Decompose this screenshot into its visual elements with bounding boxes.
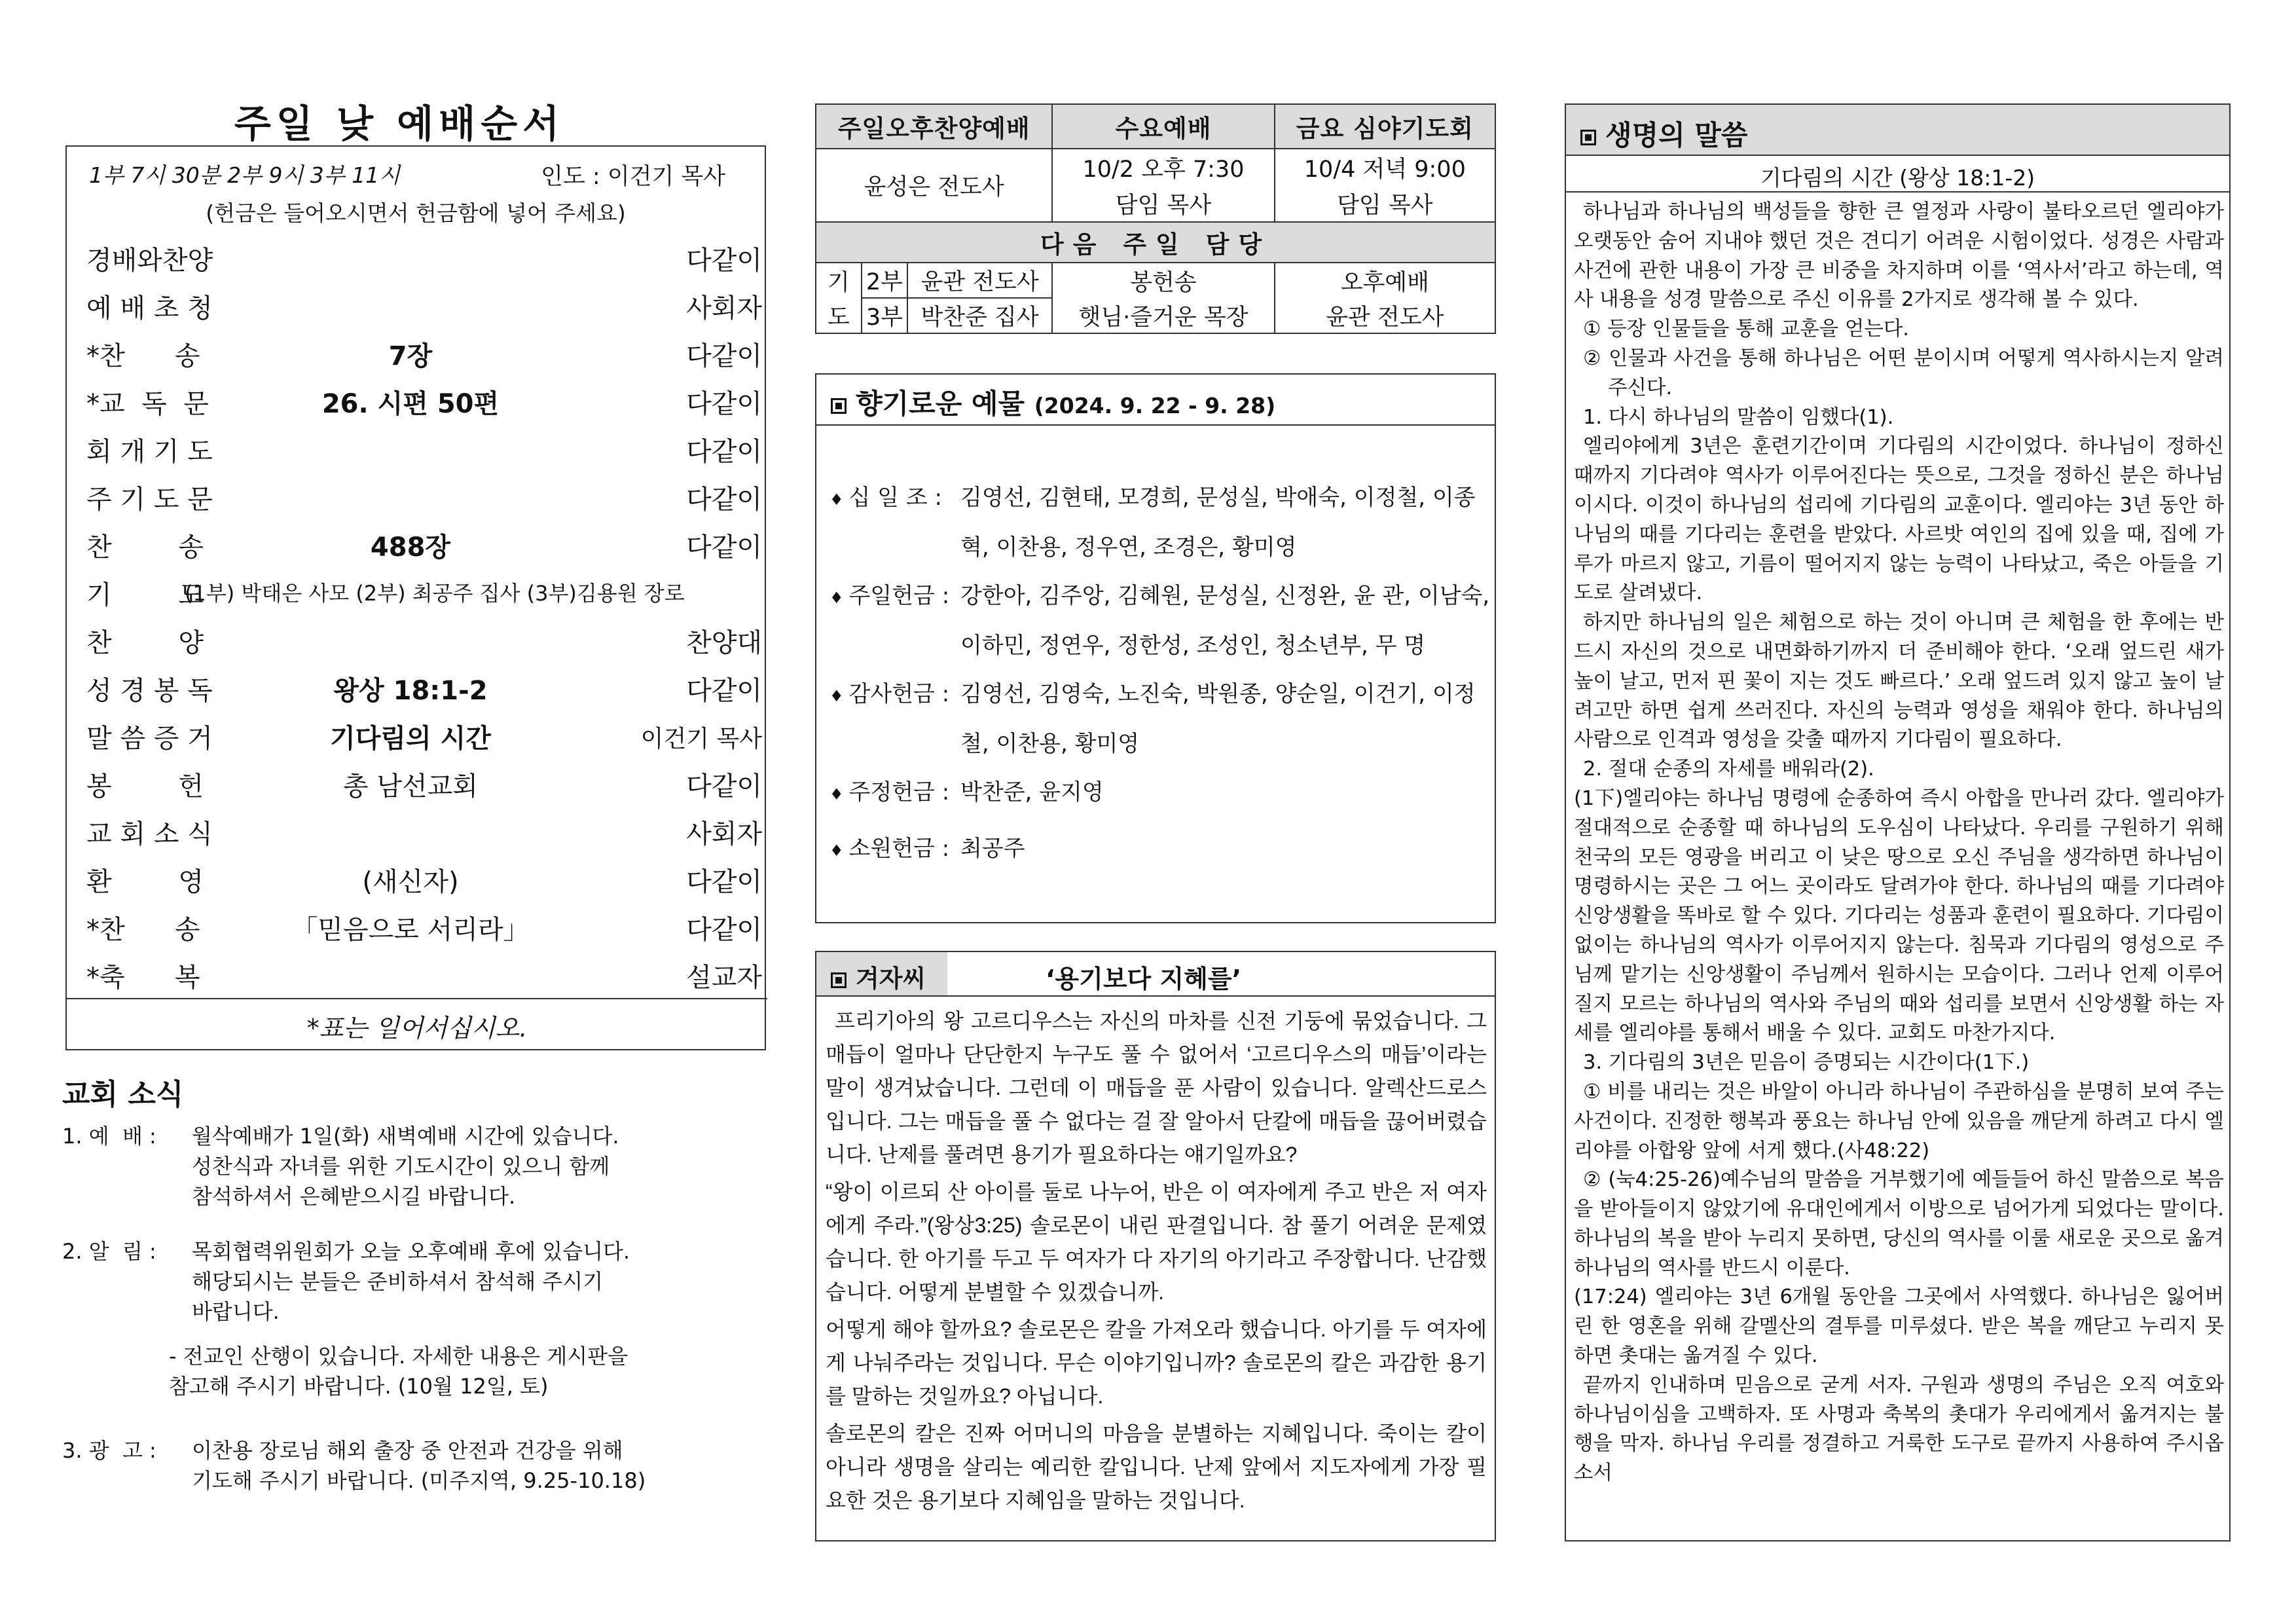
sunday-afternoon-leader: 윤성은 전도사	[816, 149, 1052, 222]
news-label: 2. 알 림 :	[62, 1239, 156, 1264]
order-content: 왕상 18:1-2	[333, 676, 488, 706]
word-divider	[1566, 191, 2229, 193]
diamond-icon: ♦	[829, 490, 844, 509]
square-bullet-icon	[831, 972, 847, 988]
order-who: 이건기 목사	[640, 726, 762, 752]
order-row	[67, 670, 767, 716]
offering-note: (헌금은 들어오시면서 헌금함에 넣어 주세요)	[206, 200, 626, 226]
sermon-paragraph: 끝까지 인내하며 믿음으로 굳게 서자. 구원과 생명의 주님은 오직 여호와 하나님이심을 고백하자. 또 사명과 축복의 촛대가 우리에게서 옮겨지는 불행을 막자. 하나님 우리를 정결하고 거룩한 도구로 끝까지 사용하여 주시옵소서	[1574, 1373, 2224, 1485]
order-item: 기 도	[86, 580, 204, 610]
order-content: 26. 시편 50편	[321, 389, 500, 419]
prayer-label: 기	[816, 263, 862, 298]
diamond-icon: ♦	[829, 841, 844, 860]
order-who: 다같이	[686, 676, 762, 706]
mustard-label	[831, 959, 926, 994]
offering-date: (2024. 9. 22 - 9. 28)	[1034, 393, 1276, 418]
sermon-paragraph: 하지만 하나님의 일은 체험으로 하는 것이 아니며 큰 체험을 한 후에는 반드시 자신의 것으로 내면화하기까지 더 준비해야 한다. ‘오래 엎드린 새가 높이 날고, 먼저 핀 꽃이 지는 것도 빠르다.’ 오래 엎드려 있지 않고 높이 날려고만 하면 쉽게 쓰러진다. 자신의 능력과 영성을 채워야 한다. 하나님의 사람으로 인격과 영성을 갖출 때까지 기다림이 필요하다.	[1574, 611, 2224, 752]
order-row	[67, 766, 767, 811]
order-who: 다같이	[686, 246, 762, 276]
order-row	[67, 383, 767, 429]
news-subnote: - 전교인 산행이 있습니다. 자세한 내용은 게시판을 참고해 주시기 바랍니다. (10월 12일, 토)	[169, 1344, 628, 1399]
order-row	[67, 479, 767, 525]
mustard-paragraph: “왕이 이르되 산 아이를 둘로 나누어, 반은 이 여자에게 주고 반은 저 여자에게 주라.”(왕상3:25) 솔로몬이 내린 판결입니다. 참 풀기 어려운 문제였습니다. 한 아기를 두고 두 여자가 다 자기의 아기라고 주장합니다. 난감했습니다. 어떻게 분별할 수 있겠습니까.	[826, 1180, 1487, 1304]
order-item: 봉 헌	[86, 771, 204, 802]
mustard-paragraph: 프리기아의 왕 고르디우스는 자신의 마차를 신전 기둥에 묶었습니다. 그 매듭이 얼마나 단단한지 누구도 풀 수 없어서 ‘고르디우스의 매듭’이라는 말이 생겨났습니다. 그런데 이 매듭을 푼 사람이 있습니다. 알렉산드로스입니다. 그는 매듭을 풀 수 없다는 걸 잘 알아서 단칼에 매듭을 끊어버렸습니다. 난제를 풀려면 용기가 필요하다는 얘기일까요?	[826, 1009, 1487, 1166]
offering-song-title: 봉헌송	[1052, 263, 1274, 298]
order-row-prayer	[67, 574, 767, 620]
order-content: 「믿음으로 서리라」	[291, 915, 530, 945]
order-content: 7장	[388, 341, 433, 371]
friday-time: 10/4 저녁 9:00	[1275, 149, 1495, 185]
sermon-heading: 2. 절대 순종의 자세를 배워라(2).	[1583, 758, 1874, 781]
wednesday-time: 10/2 오후 7:30	[1052, 149, 1274, 185]
sermon-title: 기다림의 시간	[330, 724, 491, 754]
order-row	[67, 431, 767, 477]
evening-name: 윤관 전도사	[1275, 298, 1495, 333]
diamond-icon: ♦	[829, 785, 844, 803]
part-name: 박찬준 집사	[907, 298, 1053, 333]
order-item: 경배와찬양	[86, 246, 213, 276]
evening-title: 오후예배	[1275, 263, 1495, 298]
order-row	[67, 622, 767, 668]
order-item: 찬 송	[86, 532, 204, 563]
offering-label-text: 주정헌금 :	[848, 779, 950, 805]
order-item: 주 기 도 문	[86, 485, 213, 515]
order-who: 다같이	[686, 341, 762, 371]
order-item: 교 회 소 식	[86, 819, 213, 849]
order-who: 다같이	[686, 867, 762, 897]
prayer-label: 도	[816, 298, 862, 333]
word-title	[1580, 114, 1747, 153]
sermon-paragraph: ① 등장 인물들을 통해 교훈을 얻는다.	[1583, 318, 1909, 341]
order-who: 다같이	[686, 437, 762, 467]
wednesday-leader: 담임 목사	[1052, 185, 1274, 222]
mustard-paragraph: 솔로몬의 칼은 진짜 어머니의 마음을 분별하는 지혜입니다. 죽이는 칼이 아니라 생명을 살리는 예리한 칼입니다. 난제 앞에서 지도자에게 가장 필요한 것은 용기보다 지혜임을 말하는 것입니다.	[826, 1422, 1487, 1512]
offering-label	[829, 669, 949, 721]
order-item: 찬 양	[86, 628, 204, 658]
order-content: 488장	[370, 532, 451, 563]
order-item: *찬 송	[86, 915, 200, 945]
order-row	[67, 240, 767, 286]
church-news-title: 교회 소식	[62, 1078, 184, 1111]
order-who: 다같이	[686, 485, 762, 515]
order-who: 다같이	[686, 389, 762, 419]
mustard-seed-box	[815, 951, 1496, 1541]
mustard-body	[826, 1005, 1487, 1521]
order-item: *교 독 문	[86, 389, 209, 419]
news-label: 3. 광 고 :	[62, 1438, 156, 1463]
order-row	[67, 957, 767, 1003]
sermon-paragraph: ② (눅4:25-26)예수님의 말씀을 거부했기에 예들들어 하신 말씀으로 복음을 받아들이지 않았기에 유대인에게서 이방으로 넘어가게 되었다는 말이다. 하나님의 복을 받아 누리지 못하면, 당신의 역사를 이룰 새로운 곳으로 옮겨 하나님의 역사를 반드시 이룬다.	[1574, 1168, 2224, 1280]
offering-label	[829, 473, 942, 525]
offering-label-text: 십 일 조 :	[848, 485, 942, 511]
service-times: 1부 7시 30분 2부 9시 3부 11시	[89, 162, 401, 188]
offering-label	[829, 767, 949, 819]
diamond-icon: ♦	[829, 687, 844, 705]
order-who: 다같이	[686, 915, 762, 945]
offering-box	[815, 373, 1496, 923]
svc-header: 주일오후찬양예배	[816, 104, 1052, 149]
word-of-life-box	[1565, 103, 2231, 1541]
offering-names: 최공주	[960, 836, 1025, 862]
order-row	[67, 718, 767, 764]
worship-order-title: 주일 낮 예배순서	[234, 101, 565, 146]
sermon-subtitle: 기다림의 시간 (왕상 18:1-2)	[1760, 165, 2035, 191]
order-who: 다같이	[686, 771, 762, 802]
prayer-leaders: (1부) 박태은 사모 (2부) 최공주 집사 (3부)김용원 장로	[185, 581, 685, 606]
order-row	[67, 909, 767, 955]
svc-header: 금요 심야기도회	[1275, 104, 1495, 149]
order-content: (새신자)	[362, 867, 459, 897]
order-item: 환 영	[86, 867, 204, 897]
offering-names: 김영선, 김현태, 모경희, 문성실, 박애숙, 이정철, 이종혁, 이찬용, 정우연, 조경은, 황미영	[960, 485, 1476, 561]
offering-names: 강한아, 김주앙, 김혜원, 문성실, 신정완, 윤 관, 이남숙, 이하민, 정연우, 정한성, 조성인, 청소년부, 무 명	[960, 583, 1490, 659]
mustard-paragraph: 어떻게 해야 할까요? 솔로몬은 칼을 가져오라 했습니다. 아기를 두 여자에게 나눠주라는 것입니다. 무슨 이야기입니까? 솔로몬의 칼은 과감한 용기를 말하는 것일까요? 아닙니다.	[826, 1318, 1487, 1408]
offering-title-text: 향기로운 예물	[856, 388, 1025, 420]
sermon-paragraph: (17:24) 엘리야는 3년 6개월 동안을 그곳에서 사역했다. 하나님은 잃어버린 한 영혼을 위해 갈멜산의 결투를 미루셨다. 받은 복을 깨닫고 누리지 못하면 촛대는 옮겨질 수 있다.	[1574, 1285, 2224, 1368]
word-header	[1566, 105, 2229, 156]
diamond-icon: ♦	[829, 589, 844, 607]
order-row	[67, 335, 767, 381]
news-label: 1. 예 배 :	[62, 1124, 156, 1149]
order-item: 예 배 초 청	[86, 293, 213, 323]
news-text: 목회협력위원회가 오늘 오후예배 후에 있습니다. 해당되시는 분들은 준비하셔서 참석해 주시기 바랍니다.	[192, 1239, 630, 1324]
order-row	[67, 526, 767, 572]
stand-note: *표는 일어서십시오.	[306, 1014, 528, 1043]
part-label: 2부	[862, 263, 907, 298]
square-bullet-icon	[1580, 130, 1596, 145]
news-text: 월삭예배가 1일(화) 새벽예배 시간에 있습니다. 성찬식과 자녀를 위한 기도시간이 있으니 함께 참석하셔서 은혜받으시길 바랍니다.	[192, 1124, 619, 1209]
offering-names: 김영선, 김영숙, 노진숙, 박원종, 양순일, 이건기, 이정철, 이찬용, 황미영	[960, 681, 1476, 757]
part-label: 3부	[862, 298, 907, 333]
mustard-header	[816, 952, 1495, 997]
order-who: 사회자	[686, 293, 762, 323]
part-name: 윤관 전도사	[907, 263, 1053, 298]
services-table	[815, 103, 1496, 334]
sermon-paragraph: ① 비를 내리는 것은 바알이 아니라 하나님이 주관하심을 분명히 보여 주는 사건이다. 진정한 행복과 풍요는 하나님 안에 있음을 깨닫게 하려고 다시 엘리야를 아합왕 앞에 서게 했다.(사48:22)	[1574, 1080, 2224, 1162]
svc-header: 수요예배	[1052, 104, 1274, 149]
sermon-paragraph: ② 인물과 사건을 통해 하나님은 어떤 분이시며 어떻게 역사하시는지 알려주신다.	[1583, 346, 2224, 399]
offering-song-name: 햇님·즐거운 목장	[1052, 298, 1274, 333]
order-row	[67, 861, 767, 907]
offering-label-text: 소원헌금 :	[848, 836, 950, 862]
offering-title	[831, 382, 1275, 422]
order-divider	[67, 998, 767, 999]
order-item: *찬 송	[86, 341, 200, 371]
square-bullet-icon	[831, 398, 847, 414]
sermon-paragraph: 하나님과 하나님의 백성들을 향한 큰 열정과 사랑이 불타오르던 엘리야가 오랫동안 숨어 지내야 했던 것은 견디기 어려운 시험이었다. 성경은 사람과 사건에 관한 내용이 가장 큰 비중을 차지하며 이를 ‘역사서’라고 하는데, 역사 내용을 성경 말씀으로 주신 이유를 2가지로 생각해 볼 수 있다.	[1574, 200, 2224, 312]
offering-header	[816, 375, 1495, 426]
offering-label-text: 감사헌금 :	[848, 681, 950, 707]
sermon-heading: 1. 다시 하나님의 말씀이 임했다(1).	[1583, 405, 1894, 429]
offering-names: 박찬준, 윤지영	[960, 779, 1104, 805]
sermon-heading: 3. 기다림의 3년은 믿음이 증명되는 시간이다(1下.)	[1583, 1051, 2030, 1075]
order-who: 사회자	[686, 819, 762, 849]
order-row	[67, 813, 767, 859]
sermon-paragraph: 엘리야에게 3년은 훈련기간이며 기다림의 시간이었다. 하나님이 정하신 때까지 기다려야 역사가 이루어진다는 뜻으로, 그것을 정하신 분은 하나님이시다. 이것이 하나님의 섭리에 기다림의 교훈이다. 엘리야는 3년 동안 하나님의 때를 기다리는 훈련을 받았다. 사르밧 여인의 집에 있을 때, 집에 가루가 마르지 않고, 기름이 떨어지지 않는 능력이 나타났고, 죽은 아들을 기도로 살려냈다.	[1574, 435, 2224, 605]
order-row	[67, 287, 767, 333]
word-title-text: 생명의 말씀	[1605, 119, 1748, 151]
sermon-paragraph: (1下)엘리야는 하나님 명령에 순종하여 즉시 아합을 만나러 갔다. 엘리야가 절대적으로 순종할 때 하나님의 도우심이 나타났다. 우리를 구원하기 위해 천국의 모든 영광을 버리고 이 낮은 땅으로 오신 주님을 생각하면 하나님이 명령하시는 곳은 그 어느 곳이라도 달려가야 한다. 하나님의 때를 기다려야 신앙생활을 똑바로 할 수 있다. 기다리는 성품과 훈련이 필요하다. 기다림이 없이는 하나님의 역사가 이루어지지 않는다. 침묵과 기다림의 영성으로 주님께 맡기는 신앙생활이 주님께서 원하시는 모습이다. 그러나 언제 이루어질지 모르는 하나님의 역사와 주님의 때와 섭리를 보면서 신앙생활 하는 자세를 엘리야를 통해서 배울 수 있다. 교회도 마찬가지다.	[1574, 786, 2224, 1045]
news-text: 이찬용 장로님 해외 출장 중 안전과 건강을 위해 기도해 주시기 바랍니다. (미주지역, 9.25-10.18)	[192, 1438, 646, 1493]
offering-label-text: 주일헌금 :	[848, 583, 950, 609]
offering-label	[829, 824, 949, 876]
order-item: *축 복	[86, 963, 200, 993]
mustard-label-text: 겨자씨	[856, 965, 926, 993]
order-item: 성 경 봉 독	[86, 676, 213, 706]
order-content: 총 남선교회	[343, 771, 478, 802]
service-leader: 인도 : 이건기 목사	[541, 164, 725, 190]
order-who: 찬양대	[686, 628, 762, 658]
order-item: 회 개 기 도	[86, 437, 213, 467]
worship-order-box	[65, 145, 766, 1050]
order-item: 말 씀 증 거	[86, 724, 213, 754]
order-who: 설교자	[686, 963, 762, 993]
sermon-body	[1574, 198, 2224, 1488]
offering-label	[829, 571, 949, 623]
mustard-subtitle: ‘용기보다 지혜를’	[1046, 965, 1242, 993]
friday-leader: 담임 목사	[1275, 185, 1495, 222]
order-who: 다같이	[686, 532, 762, 563]
next-week-title: 다음 주일 담당	[816, 222, 1495, 263]
